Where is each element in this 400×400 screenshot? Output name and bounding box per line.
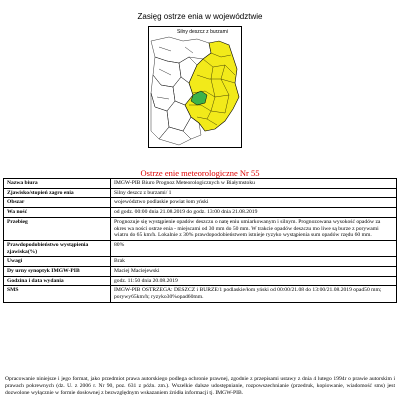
row-label: Dy urny synoptyk IMGW-PIB <box>4 267 111 277</box>
row-value: godz. 11:50 dnia 20.08.2019 <box>111 276 397 286</box>
row-label: Godzina i data wydania <box>4 276 111 286</box>
podlaskie-region <box>185 41 239 131</box>
row-value: Prognozuje się wystąpienie opadów deszczu o natę eniu umiarkowanym i silnym. Prognozowana wysokość opadów za okres wa ności ostrze enia - miejscami od 30 mm do 50 mm. W trakcie opadów deszczu mo liwe są burze z porywami wiatru do 65 km/h. Lokalnie z 30% prawdopodobieństwem istnieje ryzyko wystąpienia sum opadów rzędu 60 mm. <box>111 217 397 240</box>
copyright-footer: Opracowanie niniejsze i jego format, jako przedmiot prawa autorskiego podlega ochronie prawnej, zgodnie z przepisami ustawy z dnia 4 lutego 1994r o prawie autorskim i prawach pokrewnych (dz. U. z 2006 r. Nr 90, poz. 631 z późn. zm.). Wszelkie dalsze udostępnianie, rozpowszechnianie (przedruk, kopiowanie, wiadomość sms) jest dozwolone wyłącznie w formie dosłownej z bezwzględnym wskazaniem źródła informacji tj. IMGW-PIB. <box>5 376 395 396</box>
table-row <box>4 286 397 302</box>
table-row <box>4 188 397 198</box>
table-row <box>4 179 397 189</box>
page-heading: Zasięg ostrze enia w województwie <box>137 12 263 21</box>
table-row <box>4 276 397 286</box>
row-label: Nazwa biura <box>4 179 111 189</box>
row-label: Przebieg <box>4 217 111 240</box>
row-value: od godz. 00:00 dnia 21.08.2019 do godz. 13:00 dnia 21.08.2019 <box>111 208 397 218</box>
table-row <box>4 198 397 208</box>
row-value: województwo podlaskie powiat łom yński <box>111 198 397 208</box>
row-value: 80% <box>111 240 397 256</box>
row-value: Maciej Maciejewski <box>111 267 397 277</box>
table-row <box>4 208 397 218</box>
table-row <box>4 240 397 256</box>
table-row <box>4 267 397 277</box>
row-value: IMGW-PIB OSTRZEGA: DESZCZ i BURZE/1 podlaskie/łom yński od 00:00/21.08 do 13:00/21.08.2019 opad50 mm; porywy65km/h; ryzyko30%opad60mm. <box>111 286 397 302</box>
row-value: Brak <box>111 257 397 267</box>
row-value: IMGW-PIB Biuro Prognoz Meteorologicznych w Białymstoku <box>111 179 397 189</box>
row-label: Wa ność <box>4 208 111 218</box>
row-label: Obszar <box>4 198 111 208</box>
row-label: Uwagi <box>4 257 111 267</box>
row-label: SMS <box>4 286 111 302</box>
row-label: Prawdopodobieństwo wystąpienia zjawiska(%) <box>4 240 111 256</box>
table-row <box>4 257 397 267</box>
warning-title: Ostrze enie meteorologiczne Nr 55 <box>140 168 260 178</box>
voivodeship-map <box>149 35 241 147</box>
table-row <box>4 217 397 240</box>
warning-map <box>148 26 242 148</box>
row-label: Zjawisko/stopień zagro enia <box>4 188 111 198</box>
warning-details-table <box>3 178 397 303</box>
row-value: Silny deszcz z burzami/ 1 <box>111 188 397 198</box>
map-caption: Silny deszcz z burzami <box>177 29 228 35</box>
